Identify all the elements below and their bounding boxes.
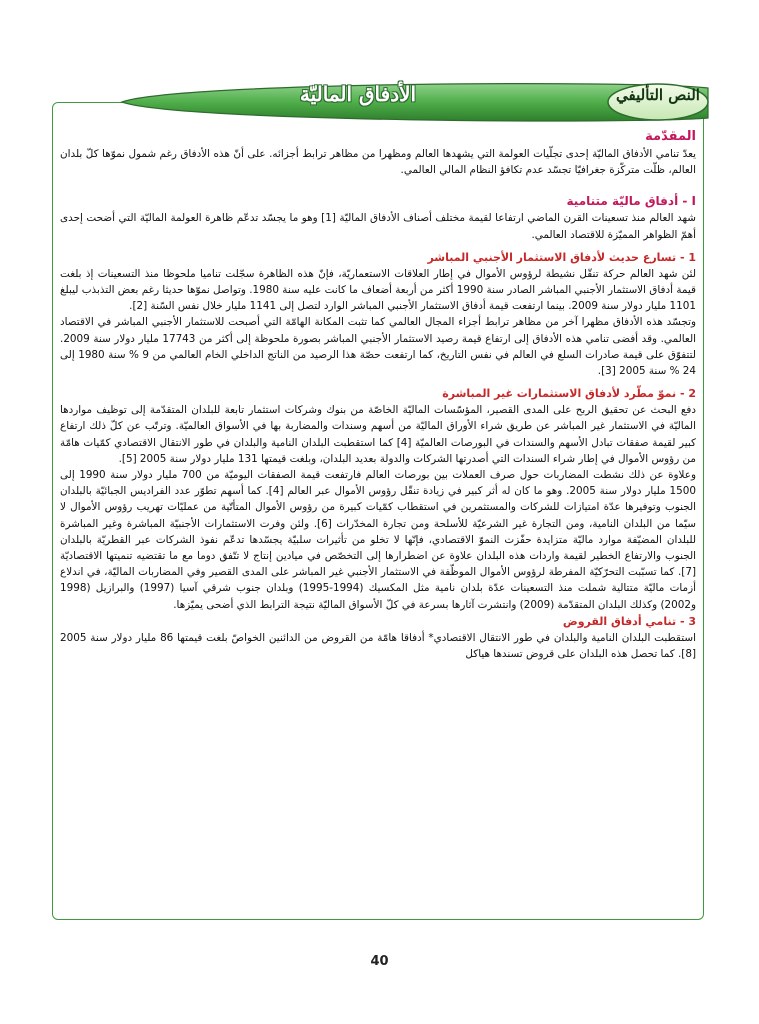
- section-1-paragraph: شهد العالم منذ تسعينات القرن الماضي ارتفاعا لقيمة مختلف أصناف الأدفاق الماليّة [1] وهو ما يجسّد تدعّم ظاهرة العولمة الماليّة التي أضحت إحدى أهمّ الظواهر المميّزة للاقتصاد العالمي.: [60, 212, 696, 241]
- section-1-heading: I - أدفاق ماليّة متنامية: [566, 194, 696, 209]
- page-number: 40: [370, 954, 389, 969]
- intro-heading: المقدّمة: [645, 129, 696, 144]
- subsection-3-heading: 3 - تنامي أدفاق القروض: [562, 614, 696, 628]
- subsection-2-paragraph-1: دفع البحث عن تحقيق الربح على المدى القصير، المؤسّسات الماليّة الخاصّة من بنوك وشركات استثمار تابعة للبلدان المتقدّمة إلى توظيف مواردها الماليّة في الاستثمار غير المباشر عن طريق شراء الأوراق الماليّة من أسهم وسندات والمضاربة بها في الأسواق العالميّة. وترتّب عن كلّ ذلك ارتفاع كبير لقيمة صفقات تبادل الأسهم والسندات في البورصات العالميّة [4] كما استقطبت البلدان النامية والبلدان في طور الانتقال الاقتصادي كمّيات هامّة من رؤوس الأموال في إطار شراء السندات التي أصدرتها الشركات والدولة بعديد البلدان، وبلغت قيمتها 131 مليار دولار سنة 2005 [5].: [60, 404, 696, 465]
- document-title: الأدفاق الماليّة: [299, 82, 417, 106]
- section-label: النص التأليفي: [616, 86, 700, 104]
- subsection-2-paragraph-2: وعلاوة عن ذلك نشطت المضاربات حول صرف العملات بين بورصات العالم فارتفعت قيمة الصفقات اليوميّة من 700 مليار دولار سنة 1990 إلى 1500 مليار دولار سنة 2005. وهو ما كان له أثر كبير في زيادة تنقّل رؤوس الأموال عبر العالم [4]. كما أسهم تطوّر عدد الفراديس الجبائيّة بالبلدان الجنوب وتوفيرها عدّة امتيازات للشركات والمستثمرين في استقطاب كمّيات كبيرة من رؤوس الأموال المتأتّية من عمليّات تهريب رؤوس الأموال لا سيّما من البلدان النامية، ومن التجارة غير الشرعيّة للأسلحة ومن تجارة المخدّرات [6]. ولئن وفرت الاستثمارات الأجنبيّة المباشرة وغير المباشرة للبلدان المضيّفة موارد ماليّة متزايدة حفّزت النموّ الاقتصادي، فإنّها لا تخلو من تأثيرات سلبيّة يجسّدها تدعّم نفوذ الشركات عبر القطريّة بالبلدان الجنوب والارتفاع الخطير لقيمة واردات هذه البلدان علاوة عن اضطرارها إلى التخصّص في ميادين إنتاج لا تتّفق دوما مع ما تقتضيه تنميتها الاقتصاديّة [7]. كما تسبّبت التحرّكيّة المفرطة لرؤوس الأموال الموظّفة في الاستثمار الأجنبي غير المباشر على المدى القصير وفي المضاربات الماليّة، في اندلاع أزمات ماليّة متتالية شملت منذ التسعينات عدّة بلدان نامية مثل المكسيك (1994-1995) وبلدان جنوب شرقي آسيا (1997) والبرازيل (1998 و2002) وكذلك البلدان المتقدّمة (2009) وانتشرت آثارها بسرعة في كلّ الأسواق الماليّة نتيجة الترابط الذي أضحى يميّزها.: [60, 469, 696, 611]
- subsection-2-heading: 2 - نموّ مطّرد لأدفاق الاستثمارات غير المباشرة: [442, 387, 696, 401]
- subsection-3-paragraph-1: استقطبت البلدان النامية والبلدان في طور الانتقال الاقتصادي* أدفاقا هامّة من القروض من الدائنين الخواصّ بلغت قيمتها 86 مليار دولار سنة 2005 [8]. كما تحصل هذه البلدان على قروض تسندها هياكل: [60, 631, 696, 661]
- intro-paragraph: يعدّ تنامي الأدفاق الماليّة إحدى تجلّيات العولمة التي يشهدها العالم ومظهرا من مظاهر ترابط أجزائه. على أنّ هذه الأدفاق رغم شمول نموّها كلّ بلدان العالم، ظلّت متركّزة جغرافيّا تجسّد عدم تكافؤ النظام المالي العالمي.: [60, 148, 696, 177]
- article-body: [60, 128, 696, 662]
- subsection-1-paragraph-1: لئن شهد العالم حركة تنقّل نشيطة لرؤوس الأموال في إطار العلاقات الاستعماريّة، فإنّ هذه الظاهرة سجّلت تناميا ملحوظا منذ التسعينات إذ بلغت قيمة أدفاق الاستثمار الأجنبي المباشر الصادر سنة 1990 أكثر من أربعة أضعاف ما كانت عليه سنة 1980. وتواصل نموّها حديثا رغم بعض التذبذب ليبلغ 1101 مليار دولار سنة 2009. بينما ارتفعت قيمة أدفاق الاستثمار الأجنبي المباشر الوارد لتصل إلى 1141 مليار خلال نفس السّنة [2].: [60, 267, 697, 313]
- subsection-1-paragraph-2: وتجسّد هذه الأدفاق مظهرا آخر من مظاهر ترابط أجزاء المجال العالمي كما تثبت المكانة الهامّة التي أصبحت للاستثمار الأجنبي المباشر في الاقتصاد العالمي. وقد أفضى تنامي هذه الأدفاق إلى ارتفاع قيمة رصيد الاستثمار الأجنبي المباشر بصورة ملحوظة إلى أكثر من 17743 مليار دولار سنة 2009. لتتفوّق على قيمة صادرات السلع في العالم في نفس التاريخ، كما ارتفعت حصّة هذا الرصيد من الناتج الداخلي الخام العالمي من 9 % سنة 1980 إلى 24 % سنة 2005 [3].: [60, 316, 696, 378]
- subsection-1-heading: 1 - تسارع حديث لأدفاق الاستثمار الأجنبي المباشر: [427, 250, 696, 264]
